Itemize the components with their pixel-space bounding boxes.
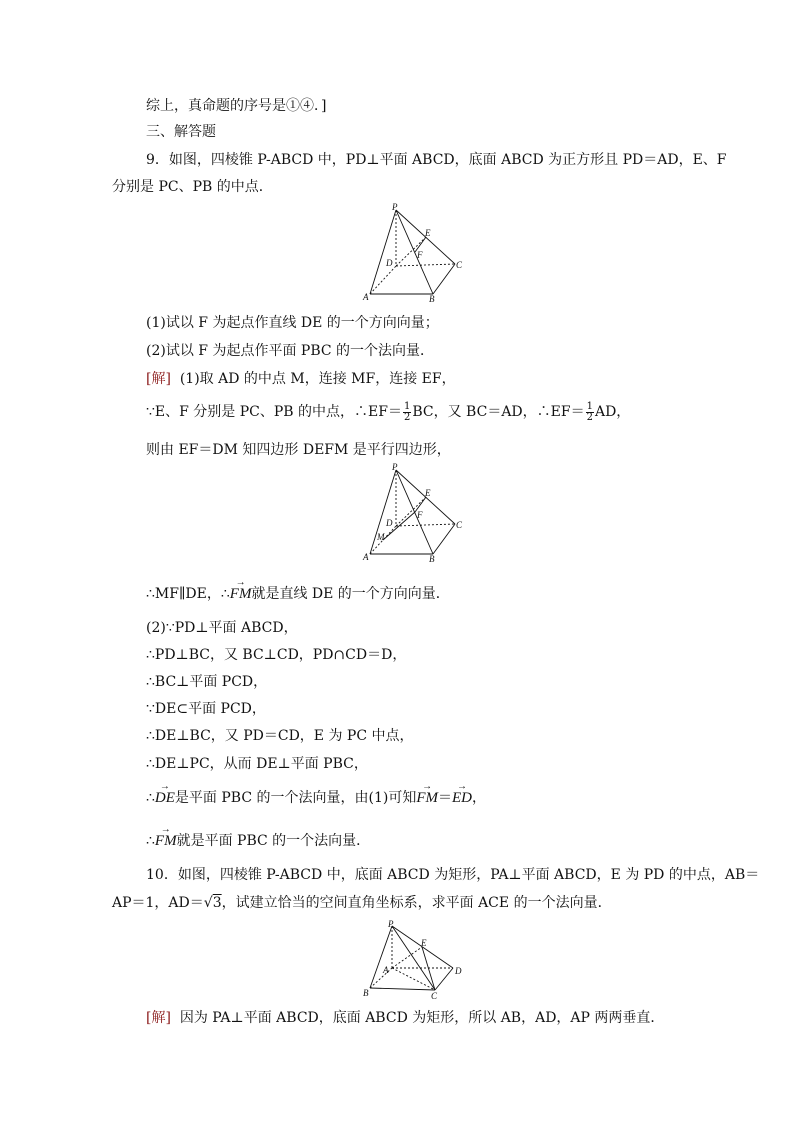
solution-tag: [解]: [146, 371, 171, 387]
solution-step-2: ∴BC⊥平面 PCD，: [146, 674, 268, 690]
text-line-summary: 综上，真命题的序号是①④．]: [146, 98, 327, 114]
problem-9-statement: 9．如图，四棱锥 P-ABCD 中，PD⊥平面 ABCD，底面 ABCD 为正方形且 PD＝AD，E、F: [146, 152, 727, 168]
vector-FM: → FM: [416, 788, 438, 808]
label-P: P: [392, 202, 398, 212]
label-A: A: [363, 552, 369, 562]
fraction-half: $\frac{1}{2}$: [586, 400, 593, 423]
solution-start: [解] (1)取 AD 的中点 M，连接 MF，连接 EF，: [146, 371, 456, 387]
problem-9-statement-cont: 分别是 PC、PB 的中点．: [112, 179, 273, 195]
label-B: B: [363, 988, 369, 998]
problem-10-statement-cont: AP＝1，AD＝√3，试建立恰当的空间直角坐标系，求平面 ACE 的一个法向量．: [112, 895, 612, 911]
label-E: E: [425, 228, 431, 238]
solution-line-midpoints: ∵E、F 分别是 PC、PB 的中点，∴EF＝ $\frac{1}{2}$ BC，又 BC＝AD，∴EF＝ $\frac{1}{2}$ AD，: [146, 400, 631, 423]
figure-pyramid-2: [355, 462, 475, 568]
vector-FM: → FM: [155, 831, 177, 851]
label-P: P: [388, 919, 394, 929]
label-B: B: [429, 294, 435, 304]
label-F: F: [417, 510, 423, 520]
label-A: A: [383, 965, 389, 975]
solution-step-6: ∴→ DE是平面 PBC 的一个法向量，由(1)可知→ FM＝→ ED，: [146, 788, 486, 808]
sqrt-value: 3: [212, 895, 222, 911]
problem-10-statement: 10．如图，四棱锥 P-ABCD 中，底面 ABCD 为矩形，PA⊥平面 ABCD，E 为 PD 的中点，AB＝: [146, 867, 760, 883]
section-heading: 三、解答题: [146, 124, 216, 140]
label-D: D: [386, 258, 393, 268]
label-M: M: [377, 532, 385, 542]
label-D: D: [386, 518, 393, 528]
label-P: P: [392, 462, 398, 472]
label-B: B: [429, 554, 435, 564]
label-A: A: [363, 292, 369, 302]
question-1: (1)试以 F 为起点作直线 DE 的一个方向向量；: [146, 315, 439, 331]
problem-10-solution: [解] 因为 PA⊥平面 ABCD，底面 ABCD 为矩形，所以 AB，AD，AP 两两垂直．: [146, 1010, 665, 1026]
label-C: C: [431, 991, 438, 1001]
solution-tag: [解]: [146, 1010, 171, 1026]
vector-DE: → DE: [155, 788, 175, 808]
solution-step-1: ∴PD⊥BC，又 BC⊥CD，PD∩CD＝D，: [146, 647, 407, 663]
label-E: E: [425, 488, 431, 498]
fraction-half: $\frac{1}{2}$: [403, 400, 411, 423]
label-D: D: [455, 966, 462, 976]
label-C: C: [456, 260, 463, 270]
solution-direction-vector: ∴MF∥DE，∴→ FM就是直线 DE 的一个方向向量．: [146, 584, 450, 604]
figure-pyramid-3: [355, 918, 475, 1003]
solution-part2: (2)∵PD⊥平面 ABCD，: [146, 620, 298, 636]
solution-parallelogram: 则由 EF＝DM 知四边形 DEFM 是平行四边形，: [146, 442, 451, 458]
label-F: F: [417, 250, 423, 260]
solution-conclusion: ∴→ FM就是平面 PBC 的一个法向量．: [146, 831, 370, 851]
solution-step-4: ∴DE⊥BC，又 PD＝CD，E 为 PC 中点，: [146, 728, 414, 744]
figure-pyramid-1: [355, 202, 475, 308]
vector-ED: → ED: [452, 788, 472, 808]
vector-FM: → FM: [230, 584, 252, 604]
label-E: E: [421, 938, 427, 948]
solution-step-5: ∴DE⊥PC，从而 DE⊥平面 PBC，: [146, 756, 368, 772]
solution-step-3: ∵DE⊂平面 PCD，: [146, 701, 266, 717]
question-2: (2)试以 F 为起点作平面 PBC 的一个法向量．: [146, 343, 435, 359]
label-C: C: [456, 520, 463, 530]
